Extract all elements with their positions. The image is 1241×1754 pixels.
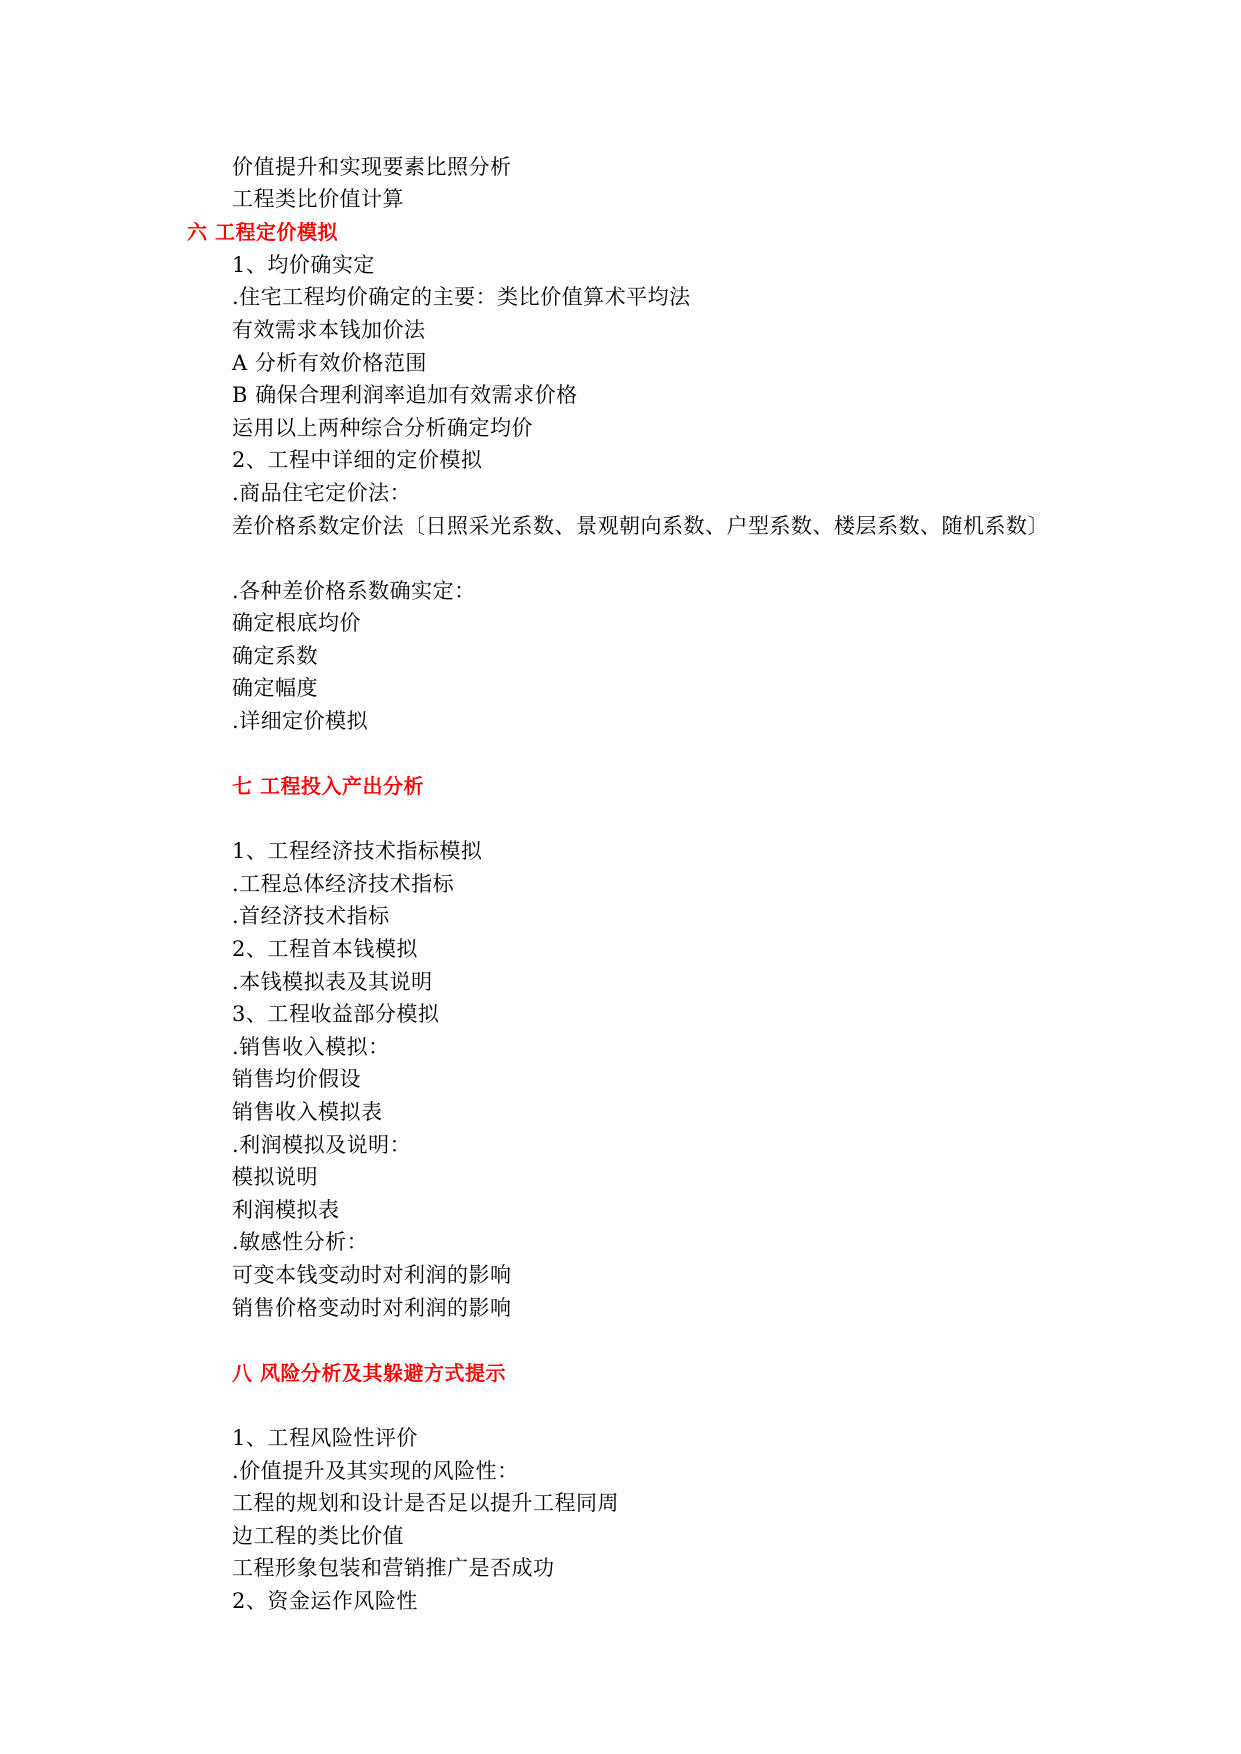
body-line: 2、资金运作风险性 (232, 1589, 418, 1613)
body-line: 确定根底均价 (232, 611, 361, 635)
body-line: .商品住宅定价法： (232, 481, 412, 505)
body-line: .敏感性分析： (232, 1230, 369, 1254)
body-line: .销售收入模拟： (232, 1035, 390, 1059)
body-line: 1、均价确实定 (232, 253, 375, 277)
body-line: .详细定价模拟 (232, 709, 369, 733)
body-line: .利润模拟及说明： (232, 1133, 412, 1157)
body-line: 可变本钱变动时对利润的影响 (232, 1263, 512, 1287)
body-line: .工程总体经济技术指标 (232, 872, 455, 896)
section-heading-8: 八 风险分析及其躲避方式提示 (232, 1361, 506, 1385)
body-line: 3、工程收益部分模拟 (232, 1002, 440, 1026)
body-line: .首经济技术指标 (232, 904, 390, 928)
body-line: .价值提升及其实现的风险性： (232, 1459, 519, 1483)
body-line: 1、工程风险性评价 (232, 1426, 418, 1450)
body-line: 工程的规划和设计是否足以提升工程同周 (232, 1491, 619, 1515)
body-line: 确定系数 (232, 644, 318, 668)
body-line: 工程类比价值计算 (232, 187, 404, 211)
body-line: 边工程的类比价值 (232, 1524, 404, 1548)
section-heading-7: 七 工程投入产出分析 (232, 774, 424, 798)
body-line: 运用以上两种综合分析确定均价 (232, 416, 533, 440)
body-line: 有效需求本钱加价法 (232, 318, 426, 342)
body-line: 价值提升和实现要素比照分析 (232, 155, 512, 179)
body-line: .各种差价格系数确实定： (232, 579, 476, 603)
body-line: 差价格系数定价法〔日照采光系数、景观朝向系数、户型系数、楼层系数、随机系数〕 (232, 514, 1049, 538)
body-line: 1、工程经济技术指标模拟 (232, 839, 483, 863)
body-line: 销售均价假设 (232, 1067, 361, 1091)
body-line: 2、工程中详细的定价模拟 (232, 448, 483, 472)
body-line: .住宅工程均价确定的主要：类比价值算术平均法 (232, 285, 691, 309)
body-line: A 分析有效价格范围 (232, 351, 427, 375)
body-line: 模拟说明 (232, 1165, 318, 1189)
body-line: 工程形象包装和营销推广是否成功 (232, 1556, 555, 1580)
body-line: 销售价格变动时对利润的影响 (232, 1296, 512, 1320)
body-line: 销售收入模拟表 (232, 1100, 383, 1124)
body-line: B 确保合理利润率追加有效需求价格 (232, 383, 578, 407)
section-heading-6: 六 工程定价模拟 (187, 220, 338, 244)
body-line: 2、工程首本钱模拟 (232, 937, 418, 961)
body-line: 确定幅度 (232, 676, 318, 700)
body-line: .本钱模拟表及其说明 (232, 970, 433, 994)
body-line: 利润模拟表 (232, 1198, 340, 1222)
